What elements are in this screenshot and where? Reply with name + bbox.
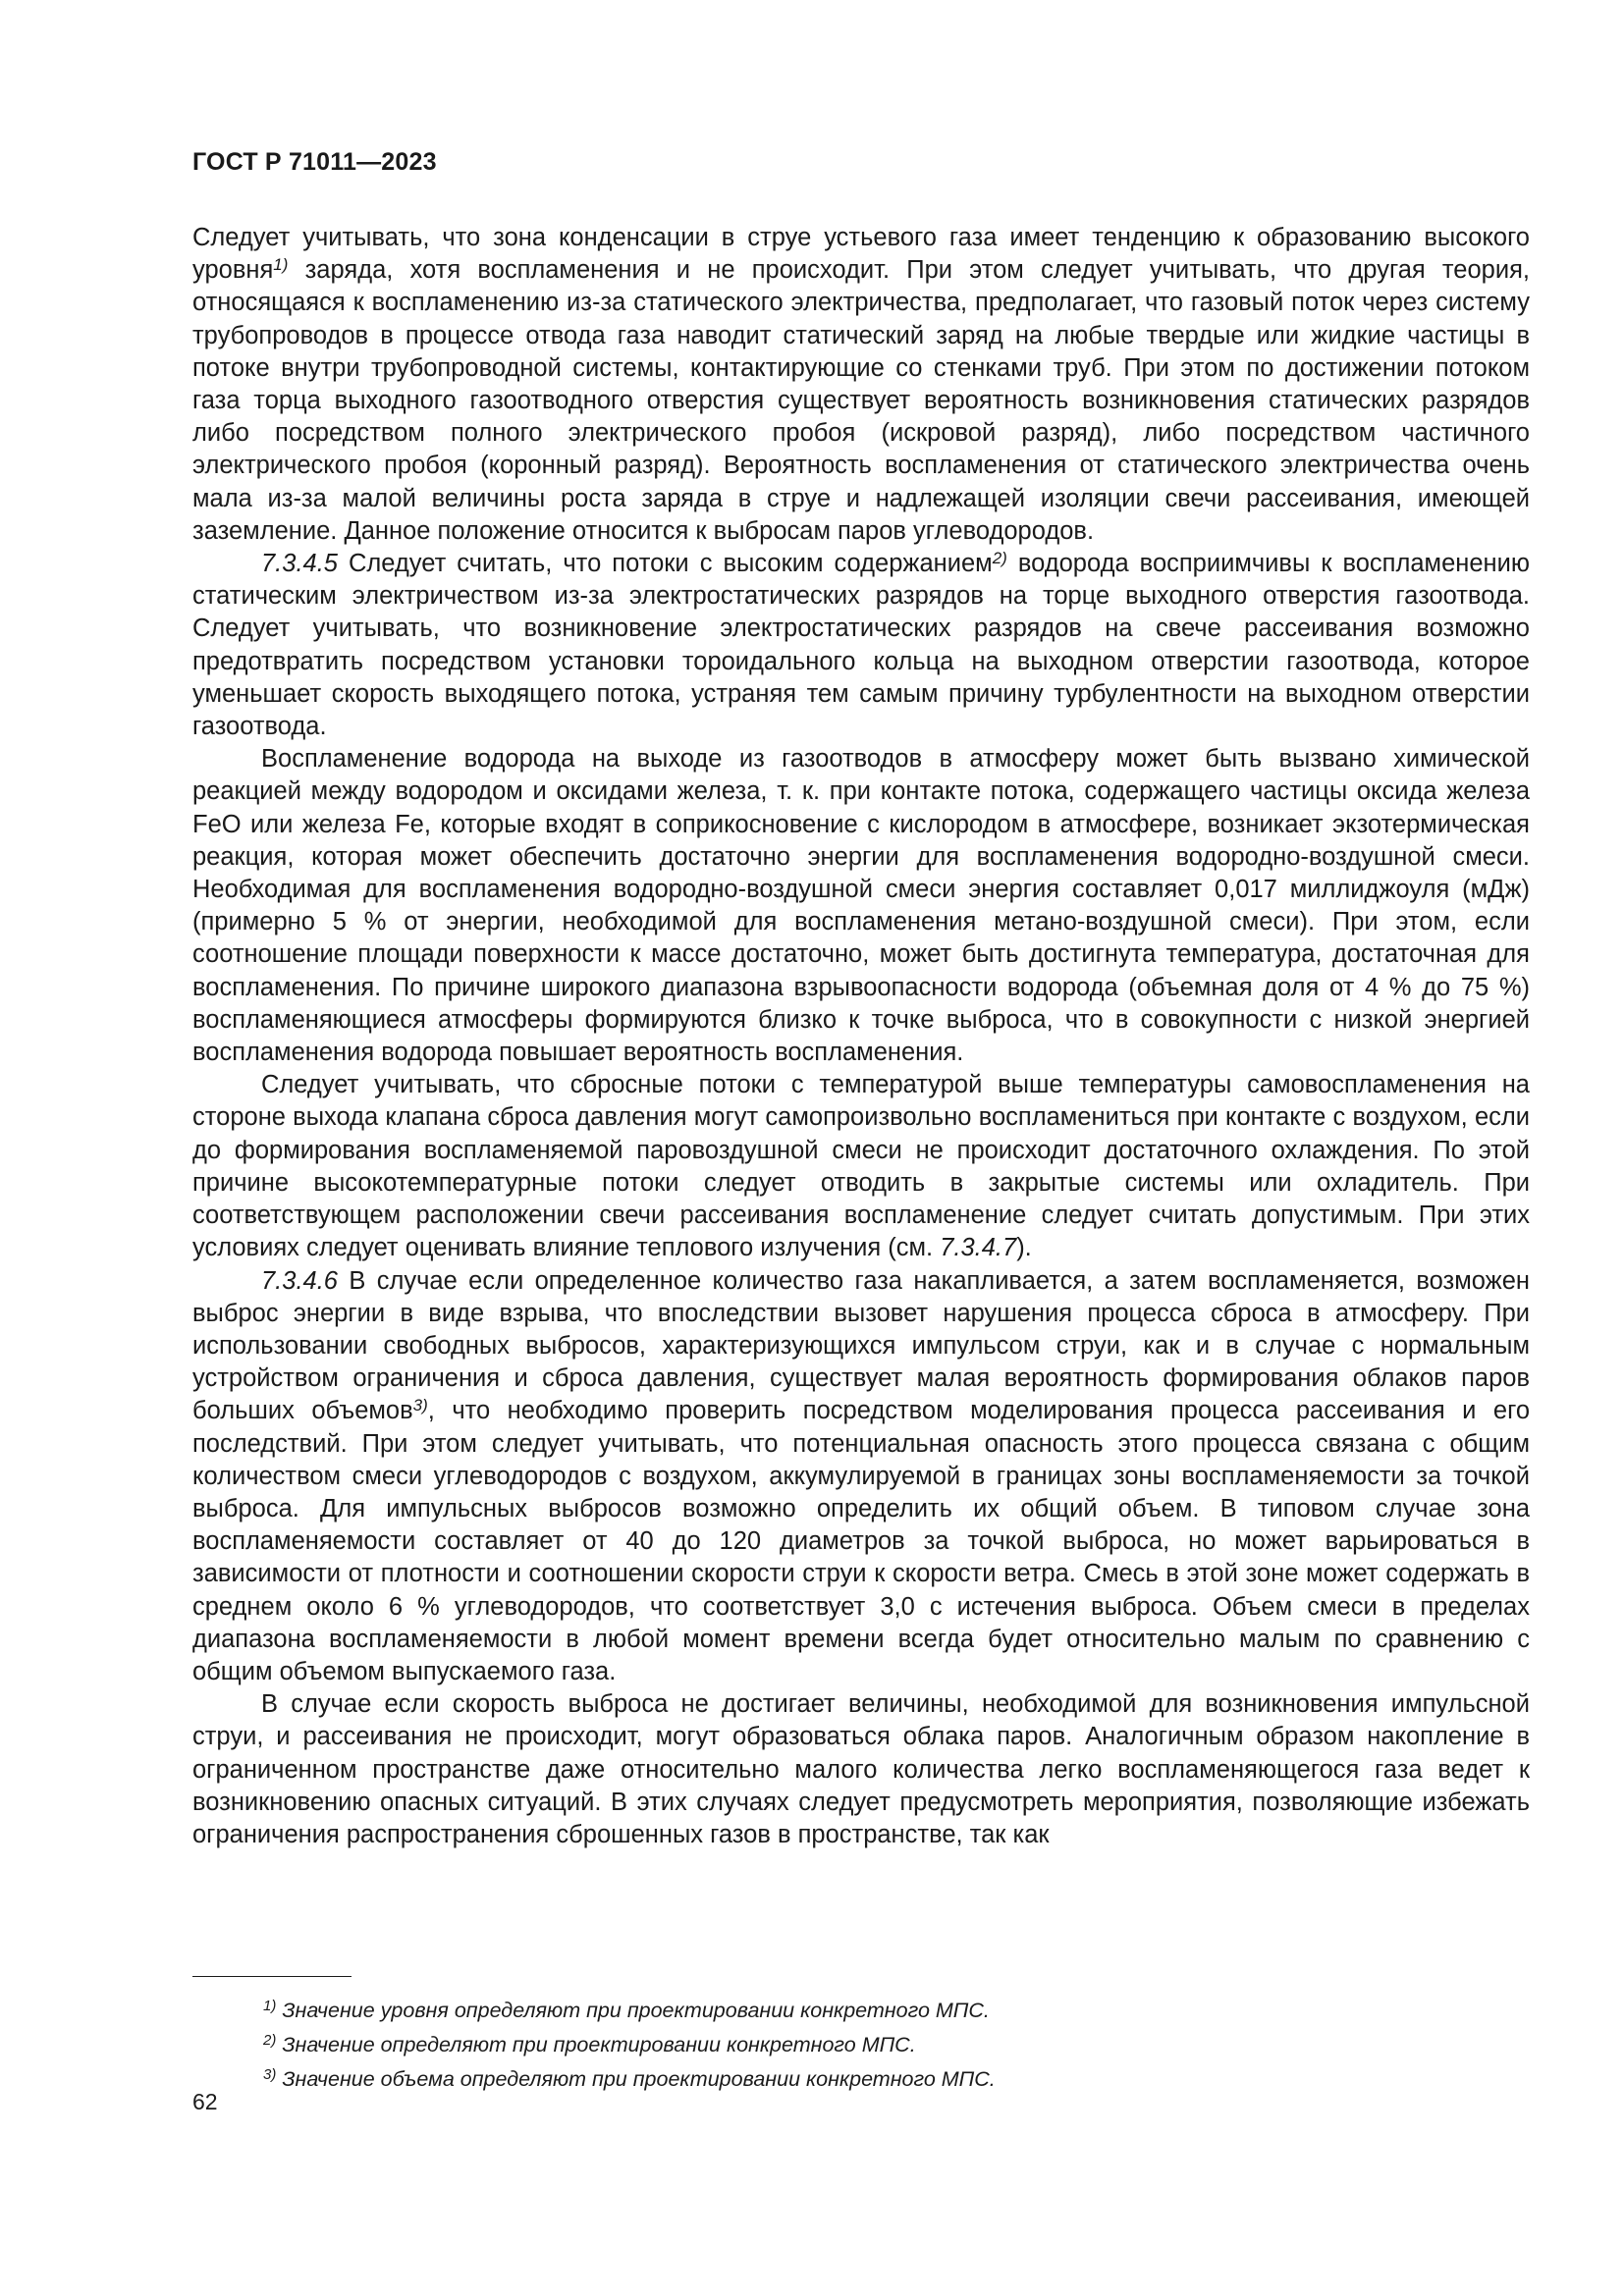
text-fragment: заряда, хотя воспламенения и не происходит. При этом следует учитывать, что другая теория, относящаяся к воспламенению из-за статического электричества, предполагает, что газовый поток через систему трубопроводов в процессе отвода газа наводит статический заряд на любые твердые или жидкие частицы в потоке внутри трубопроводной системы, контактирующие со стенками труб. При этом по достижении потоком газа торца выходного газоотводного отверстия существует вероятность возникновения статических разрядов либо посредством полного электрического пробоя (искровой разряд), либо посредством частичного электрического пробоя (коронный разряд). Вероятность воспламенения от статического электричества очень мала из-за малой величины роста заряда в струе и надлежащей изоляции свечи рассеивания, имеющей заземление. Данное положение относится к выбросам паров углеводородов. <box>192 256 1530 545</box>
text-fragment: В случае если определенное количество газа накапливается, а затем воспламеняется, возможен выброс энергии в виде взрыва, что впоследствии вызовет нарушения процесса сброса в атмосферу. При использовании свободных выбросов, характеризующихся импульсом струи, как и в случае с нормальным устройством ограничения и сброса давления, существует малая вероятность формирования облаков паров больших объемов <box>192 1266 1530 1425</box>
footnote-label: 3) <box>263 2066 277 2083</box>
footnote-3 <box>263 2062 1520 2097</box>
paragraph-hydrogen-ignition: Воспламенение водорода на выходе из газоотводов в атмосферу может быть вызвано химической реакцией между водородом и оксидами железа, т. к. при контакте потока, содержащего частицы оксида железа FeO или железа Fe, которые входят в соприкосновение с кислородом в атмосфере, возникает экзотермическая реакция, которая может обеспечить достаточно энергии для воспламенения водородно-воздушной смеси. Необходимая для воспламенения водородно-воздушной смеси энергия составляет 0,017 миллиджоуля (мДж) (примерно 5 % от энергии, необходимой для воспламенения метано-воздушной смеси). При этом, если соотношение площади поверхности к массе достаточно, может быть достигнута температура, достаточная для воспламенения. По причине широкого диапазона взрывоопасности водорода (объемная доля от 4 % до 75 %) воспламеняющиеся атмосферы формируются близко к точке выброса, что в совокупности с низкой энергией воспламенения водорода повышает вероятность воспламенения. <box>192 745 1530 1067</box>
page-number: 62 <box>192 2089 218 2114</box>
text-fragment: Следует учитывать, что зона конденсации в струе устьевого газа имеет тенденцию к образованию высокого уровня <box>192 224 1530 285</box>
footnote-text: Значение объема определяют при проектировании конкретного МПС. <box>276 2067 996 2091</box>
paragraph-static-charge <box>192 222 1530 548</box>
paragraph-vapour-clouds: В случае если скорость выброса не достигает величины, необходимой для возникновения импульсной струи, и рассеивания не происходит, могут образоваться облака паров. Аналогичным образом накопление в ограниченном пространстве даже относительно малого количества легко воспламеняющегося газа ведет к возникновению опасных ситуаций. В этих случаях следует предусмотреть мероприятия, позволяющие избежать ограничения распространения сброшенных газов в пространстве, так как <box>192 1690 1530 1848</box>
footnote-1 <box>263 1994 1520 2028</box>
text-fragment: Следует считать, что потоки с высоким содержанием <box>337 550 993 578</box>
footnote-label: 1) <box>263 1998 277 2014</box>
paragraph-7-3-4-6 <box>192 1265 1530 1689</box>
footnote-mark-3[interactable]: 3) <box>412 1396 428 1415</box>
text-fragment: Следует учитывать, что сбросные потоки с температурой выше температуры самовоспламенения на стороне выхода клапана сброса давления могут самопроизвольно воспламениться при контакте с воздухом, если до формирования воспламеняемой паровоздушной смеси не происходит достаточного охлаждения. По этой причине высокотемпературные потоки следует отводить в закрытые системы или охладитель. При соответствующем расположении свечи рассеивания воспламенение следует считать допустимым. При этих условиях следует оценивать влияние теплового излучения (см. <box>192 1071 1530 1262</box>
footnotes <box>263 1994 1520 2097</box>
text-fragment: водорода восприимчивы к воспламенению статическим электричеством из-за электростатических разрядов на торце выходного отверстия газоотвода. Следует учитывать, что возникновение электростатических разрядов на свече рассеивания возможно предотвратить посредством установки тороидального кольца на выходном отверстии газоотвода, которое уменьшает скорость выходящего потока, устраняя тем самым причину турбулентности на выходном отверстии газоотвода. <box>192 550 1530 741</box>
clause-number: 7.3.4.5 <box>261 550 338 578</box>
paragraph-autoignition <box>192 1069 1530 1264</box>
paragraph-7-3-4-5 <box>192 548 1530 743</box>
text-fragment: ). <box>1016 1234 1032 1262</box>
clause-reference-link[interactable]: 7.3.4.7 <box>940 1234 1017 1262</box>
footnote-text: Значение уровня определяют при проектировании конкретного МПС. <box>276 1999 990 2022</box>
footnote-separator <box>192 1976 352 1977</box>
clause-number: 7.3.4.6 <box>261 1266 338 1295</box>
footnote-2 <box>263 2028 1520 2062</box>
footnote-text: Значение определяют при проектировании конкретного МПС. <box>276 2033 916 2056</box>
document-code-header: ГОСТ Р 71011—2023 <box>192 148 437 176</box>
footnote-mark-1[interactable]: 1) <box>273 255 289 275</box>
main-text <box>192 222 1530 1851</box>
footnote-mark-2[interactable]: 2) <box>992 549 1007 568</box>
text-fragment: , что необходимо проверить посредством моделирования процесса рассеивания и его последствий. При этом следует учитывать, что потенциальная опасность этого процесса связана с общим количеством смеси углеводородов с воздухом, аккумулируемой в границах зоны воспламеняемости за точкой выброса. Для импульсных выбросов возможно определить их общий объем. В типовом случае зона воспламеняемости составляет от 40 до 120 диаметров за точкой выброса, но может варьироваться в зависимости от плотности и соотношении скорости струи к скорости ветра. Смесь в этой зоне может содержать в среднем около 6 % углеводородов, что соответствует 3,0 с истечения выброса. Объем смеси в пределах диапазона воспламеняемости в любой момент времени всегда будет относительно малым по сравнению с общим объемом выпускаемого газа. <box>192 1397 1531 1685</box>
footnote-label: 2) <box>263 2032 277 2049</box>
